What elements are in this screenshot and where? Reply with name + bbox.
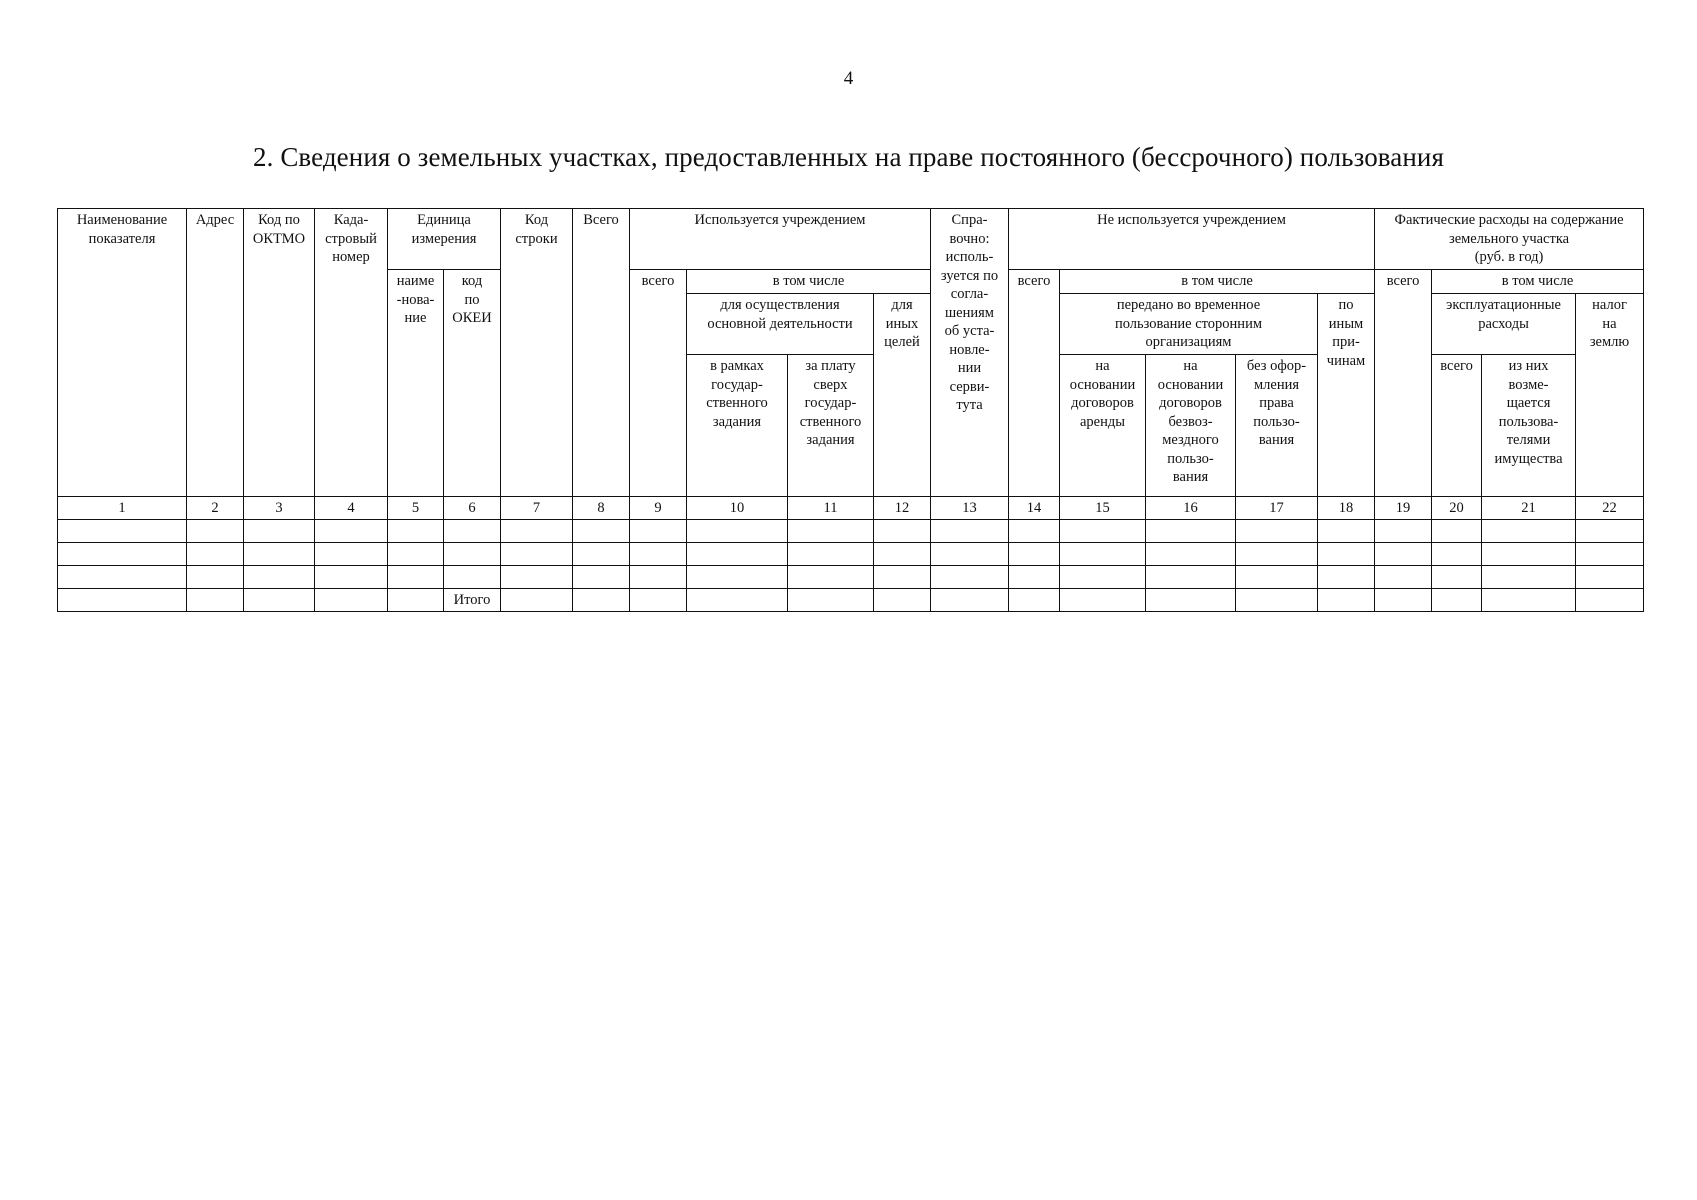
table-row xyxy=(58,566,1644,589)
column-number: 10 xyxy=(687,497,788,520)
table-cell xyxy=(388,589,444,612)
column-number: 13 xyxy=(931,497,1009,520)
table-cell xyxy=(931,566,1009,589)
table-cell xyxy=(1318,589,1375,612)
header-unit-name: наиме -нова- ние xyxy=(388,270,444,497)
table-cell xyxy=(1060,566,1146,589)
header-used-main-activity: для осуществления основной деятельности xyxy=(687,294,874,355)
table-cell xyxy=(1318,543,1375,566)
column-number: 20 xyxy=(1432,497,1482,520)
table-cell xyxy=(501,589,573,612)
column-number: 15 xyxy=(1060,497,1146,520)
header-paid-services: за плату сверх государ- ственного задания xyxy=(788,355,874,497)
column-number: 1 xyxy=(58,497,187,520)
table-cell xyxy=(1236,543,1318,566)
table-cell xyxy=(388,520,444,543)
table-cell xyxy=(244,566,315,589)
column-number: 7 xyxy=(501,497,573,520)
table-cell xyxy=(874,589,931,612)
table-cell xyxy=(931,520,1009,543)
table-cell xyxy=(315,520,388,543)
column-number: 18 xyxy=(1318,497,1375,520)
header-operating-total: всего xyxy=(1432,355,1482,497)
table-cell xyxy=(444,520,501,543)
table-cell xyxy=(1146,543,1236,566)
table-cell xyxy=(1482,589,1576,612)
column-number: 21 xyxy=(1482,497,1576,520)
header-lease: на основании договоров аренды xyxy=(1060,355,1146,497)
table-cell xyxy=(788,566,874,589)
table-cell xyxy=(244,543,315,566)
header-other-reasons: по иным при- чинам xyxy=(1318,294,1375,497)
header-operating-reimbursed: из них возме- щается пользова- телями имущества xyxy=(1482,355,1576,497)
table-cell xyxy=(315,566,388,589)
header-operating-expenses: эксплуатационные расходы xyxy=(1432,294,1576,355)
table-cell xyxy=(1009,543,1060,566)
column-number: 2 xyxy=(187,497,244,520)
table-cell xyxy=(244,520,315,543)
table-cell xyxy=(1576,566,1644,589)
table-cell xyxy=(187,589,244,612)
table-cell xyxy=(1146,589,1236,612)
table-cell xyxy=(1432,589,1482,612)
column-number: 5 xyxy=(388,497,444,520)
table-cell xyxy=(630,589,687,612)
table-cell xyxy=(788,589,874,612)
table-cell xyxy=(315,589,388,612)
column-number: 6 xyxy=(444,497,501,520)
column-numbers-row xyxy=(58,497,1644,520)
header-land-tax: налог на землю xyxy=(1576,294,1644,497)
land-plots-table xyxy=(57,208,1644,612)
header-used-including: в том числе xyxy=(687,270,931,294)
header-used-total: всего xyxy=(630,270,687,497)
table-cell xyxy=(1576,589,1644,612)
table-cell xyxy=(687,520,788,543)
header-address: Адрес xyxy=(187,209,244,497)
header-no-registration: без офор- мления права пользо- вания xyxy=(1236,355,1318,497)
table-cell xyxy=(573,520,630,543)
column-number: 14 xyxy=(1009,497,1060,520)
table-cell xyxy=(1009,566,1060,589)
table-cell xyxy=(1432,543,1482,566)
table-cell xyxy=(1009,589,1060,612)
total-row xyxy=(58,589,1644,612)
table-cell xyxy=(315,543,388,566)
table-cell xyxy=(931,543,1009,566)
table-cell xyxy=(58,543,187,566)
table-cell xyxy=(1375,520,1432,543)
table-cell xyxy=(1482,566,1576,589)
table-cell xyxy=(1060,589,1146,612)
table-cell xyxy=(573,566,630,589)
table-cell xyxy=(388,543,444,566)
header-unit-okei: код по ОКЕИ xyxy=(444,270,501,497)
table-cell xyxy=(1060,543,1146,566)
column-number: 3 xyxy=(244,497,315,520)
table-row xyxy=(58,543,1644,566)
table-cell xyxy=(1060,520,1146,543)
table-cell xyxy=(58,589,187,612)
table-cell xyxy=(788,543,874,566)
table-cell xyxy=(1146,520,1236,543)
table-cell xyxy=(1236,566,1318,589)
header-used: Используется учреждением xyxy=(630,209,931,270)
header-total: Всего xyxy=(573,209,630,497)
table-cell xyxy=(687,566,788,589)
table-cell xyxy=(630,543,687,566)
table-cell xyxy=(1482,520,1576,543)
header-expenses-total: всего xyxy=(1375,270,1432,497)
header-expenses: Фактические расходы на содержание земельного участка (руб. в год) xyxy=(1375,209,1644,270)
table-cell xyxy=(687,589,788,612)
header-not-used: Не используется учреждением xyxy=(1009,209,1375,270)
table-cell xyxy=(388,566,444,589)
header-unit: Единица измерения xyxy=(388,209,501,270)
table-cell xyxy=(444,543,501,566)
table-cell xyxy=(1432,566,1482,589)
table-cell xyxy=(1009,520,1060,543)
header-state-task: в рамках государ- ственного задания xyxy=(687,355,788,497)
table-cell xyxy=(1236,589,1318,612)
table-cell xyxy=(1236,520,1318,543)
table-cell xyxy=(1375,566,1432,589)
column-number: 17 xyxy=(1236,497,1318,520)
table-cell xyxy=(1318,520,1375,543)
column-number: 16 xyxy=(1146,497,1236,520)
column-number: 22 xyxy=(1576,497,1644,520)
table-cell xyxy=(573,589,630,612)
table-cell xyxy=(573,543,630,566)
table-cell xyxy=(630,566,687,589)
table-cell xyxy=(501,543,573,566)
table-cell xyxy=(874,520,931,543)
table-cell xyxy=(788,520,874,543)
header-free-use: на основании договоров безвоз- мездного пользо- вания xyxy=(1146,355,1236,497)
header-oktmo: Код по ОКТМО xyxy=(244,209,315,497)
column-number: 12 xyxy=(874,497,931,520)
table-cell xyxy=(1432,520,1482,543)
table-cell xyxy=(1318,566,1375,589)
header-transferred: передано во временное пользование сторонним организациям xyxy=(1060,294,1318,355)
header-servitude: Спра- вочно: исполь- зуется по согла- шениям об уста- новле- нии серви- тута xyxy=(931,209,1009,497)
table-cell xyxy=(687,543,788,566)
header-cadastral-number: Када- стровый номер xyxy=(315,209,388,497)
column-number: 11 xyxy=(788,497,874,520)
table-cell xyxy=(1375,589,1432,612)
table-row xyxy=(58,520,1644,543)
column-number: 9 xyxy=(630,497,687,520)
table-cell xyxy=(931,589,1009,612)
header-not-used-total: всего xyxy=(1009,270,1060,497)
table-cell xyxy=(244,589,315,612)
header-not-used-including: в том числе xyxy=(1060,270,1375,294)
table-cell xyxy=(501,520,573,543)
table-cell xyxy=(1482,543,1576,566)
section-title: 2. Сведения о земельных участках, предоставленных на праве постоянного (бессрочного) пользования xyxy=(253,142,1444,172)
table-cell xyxy=(501,566,573,589)
header-indicator-name: Наименование показателя xyxy=(58,209,187,497)
table-cell xyxy=(1576,543,1644,566)
table-cell xyxy=(444,566,501,589)
table-cell xyxy=(187,566,244,589)
table-cell xyxy=(1375,543,1432,566)
table-cell xyxy=(187,520,244,543)
table-cell xyxy=(874,566,931,589)
table-cell xyxy=(1576,520,1644,543)
page-number: 4 xyxy=(843,68,854,89)
header-used-other-purposes: для иных целей xyxy=(874,294,931,497)
table-cell xyxy=(630,520,687,543)
header-line-code: Код строки xyxy=(501,209,573,497)
table-cell xyxy=(58,566,187,589)
table-cell xyxy=(874,543,931,566)
total-label: Итого xyxy=(444,589,501,612)
header-expenses-including: в том числе xyxy=(1432,270,1644,294)
table-cell xyxy=(187,543,244,566)
column-number: 8 xyxy=(573,497,630,520)
table-cell xyxy=(58,520,187,543)
column-number: 4 xyxy=(315,497,388,520)
table-cell xyxy=(1146,566,1236,589)
column-number: 19 xyxy=(1375,497,1432,520)
